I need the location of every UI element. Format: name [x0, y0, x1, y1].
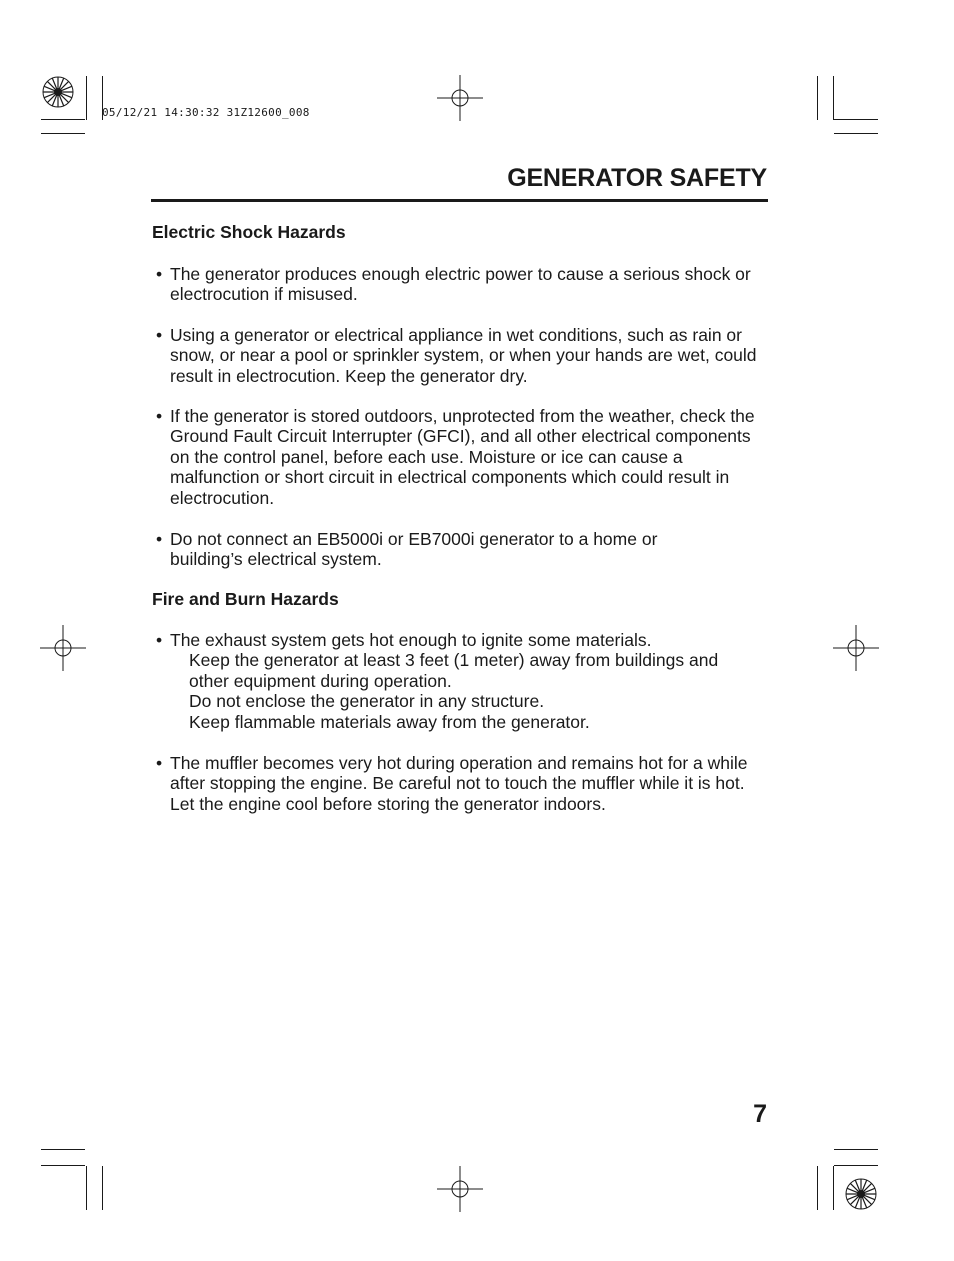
bullet-text: The muffler becomes very hot during operation and remains hot for a while after stopping the engine. Be careful not to touch the muffler while it is hot. Let the engine cool before storing the generator indoors. [170, 753, 748, 814]
bullet-icon: • [156, 406, 163, 426]
sub-item: Do not enclose the generator in any structure. [189, 691, 545, 712]
bullet-text: Do not connect an EB5000i or EB7000i generator to a home or building’s electrical system. [170, 529, 658, 570]
registration-crosshair-icon [437, 75, 483, 121]
list-item [152, 264, 782, 305]
bullet-icon: • [156, 753, 163, 773]
registration-crosshair-icon [437, 1166, 483, 1212]
registration-crosshair-icon [40, 625, 86, 671]
starburst-register-icon [845, 1178, 877, 1210]
sub-item: Keep flammable materials away from the generator. [189, 711, 590, 732]
bullet-icon: • [156, 325, 163, 345]
bullet-text: If the generator is stored outdoors, unprotected from the weather, check the Ground Fault Circuit Interrupter (GFCI), and all other electrical components on the control panel, before each use. Moisture or ice can cause a malfunction or short circuit in electrical components which could result in electrocution. [170, 406, 755, 508]
list-item [152, 529, 782, 570]
page-number: 7 [753, 1100, 767, 1128]
registration-crosshair-icon [833, 625, 879, 671]
bullet-text: The generator produces enough electric power to cause a serious shock or electrocution if misused. [170, 264, 751, 305]
bullet-icon: • [156, 529, 163, 549]
bullet-icon: • [156, 264, 163, 284]
bullet-text: Using a generator or electrical appliance in wet conditions, such as rain or snow, or near a pool or sprinkler system, or when your hands are wet, could result in electrocution. Keep the generator dry. [170, 325, 757, 386]
section-heading-fire-burn: Fire and Burn Hazards [152, 589, 339, 609]
list-item [152, 406, 782, 508]
title-rule [151, 199, 768, 202]
list-item [152, 753, 782, 814]
list-item [152, 325, 782, 386]
list-item [152, 630, 782, 732]
starburst-register-icon [42, 76, 74, 108]
bullet-icon: • [156, 630, 163, 650]
section-heading-electric-shock: Electric Shock Hazards [152, 222, 346, 242]
print-stamp: 05/12/21 14:30:32 31Z12600_008 [102, 106, 310, 119]
page-title: GENERATOR SAFETY [507, 164, 767, 192]
sub-item: Keep the generator at least 3 feet (1 meter) away from buildings and other equipment during operation. [189, 650, 719, 691]
bullet-text: The exhaust system gets hot enough to ignite some materials. [170, 630, 652, 650]
